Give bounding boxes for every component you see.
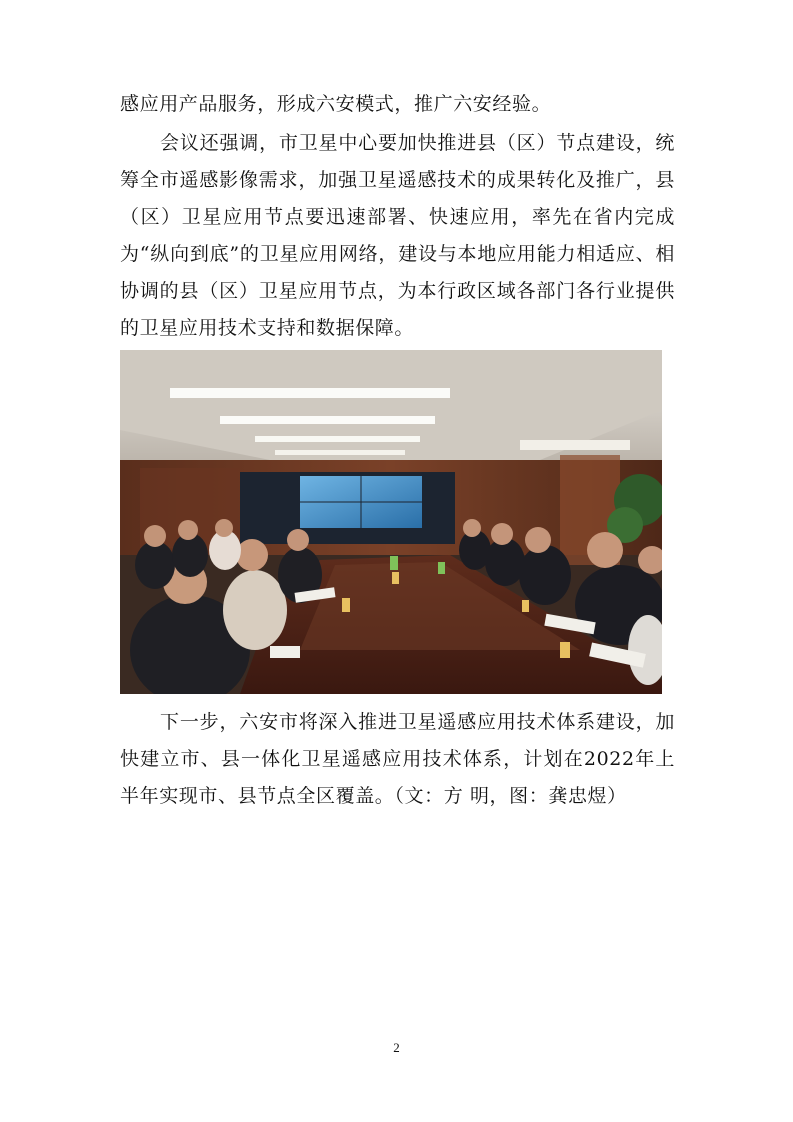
paragraph-next-steps: 下一步，六安市将深入推进卫星遥感应用技术体系建设，加快建立市、县一体化卫星遥感应用技术体系，计划在2022年上半年实现市、县节点全区覆盖。（文：方 明，图：龚忠煜） (120, 711, 675, 807)
paragraph-continuation: 感应用产品服务，形成六安模式，推广六安经验。 (120, 93, 552, 115)
page-number: 2 (393, 1040, 400, 1055)
paragraph-meeting-emphasis: 会议还强调，市卫星中心要加快推进县（区）节点建设，统筹全市遥感影像需求，加强卫星遥感技术的成果转化及推广，县（区）卫星应用节点要迅速部署、快速应用，率先在省内完成为“纵向到底”的卫星应用网络，建设与本地应用能力相适应、相协调的县（区）卫星应用节点，为本行政区域各部门各行业提供的卫星应用技术支持和数据保障。 (120, 132, 675, 339)
meeting-photo (120, 350, 662, 694)
